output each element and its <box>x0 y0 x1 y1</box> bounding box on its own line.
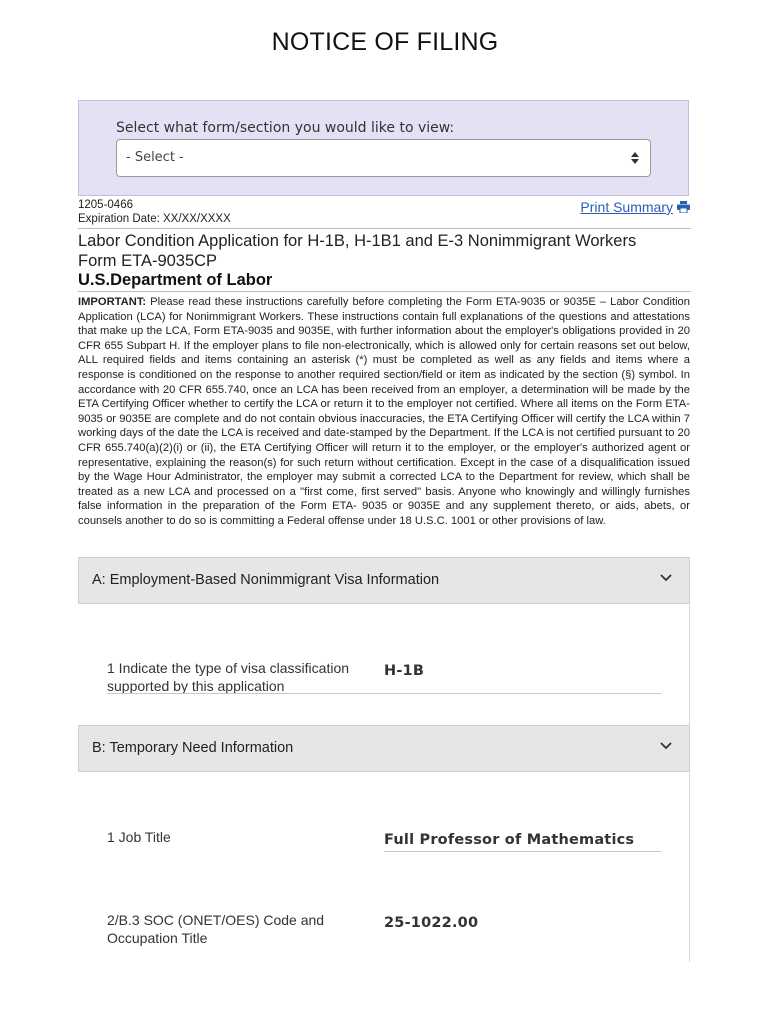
printer-icon <box>677 201 690 213</box>
soc-code-value: 25-1022.00 <box>384 915 479 931</box>
chevron-down-icon <box>660 742 672 750</box>
expiration-date: Expiration Date: XX/XX/XXXX <box>78 213 231 225</box>
omb-number: 1205-0466 <box>78 199 133 211</box>
form-title-line1: Labor Condition Application for H-1B, H-1B1 and E-3 Nonimmigrant Workers <box>78 232 637 250</box>
section-b-header[interactable] <box>78 725 690 772</box>
job-title-value: Full Professor of Mathematics <box>384 832 635 848</box>
sort-arrows-icon <box>630 151 640 165</box>
section-b-border <box>689 772 690 962</box>
department-name: U.S.Department of Labor <box>78 271 273 289</box>
section-b-title: B: Temporary Need Information <box>92 740 294 756</box>
section-a-border <box>689 604 690 725</box>
soc-code-label: 2/B.3 SOC (ONET/OES) Code and Occupation Title <box>107 912 325 946</box>
form-title <box>78 231 636 271</box>
instructions-lead: IMPORTANT: <box>78 296 147 308</box>
form-number: Form ETA-9035CP <box>78 252 218 270</box>
print-summary-label: Print Summary <box>580 199 673 215</box>
instructions-body: Please read these instructions carefully before completing the Form ETA-9035 or 9035E – Labor Condition Application (LCA) for Nonimmigrant Workers. These instructions contain full explanations of the questions and attestations that make up the LCA, Form ETA-9035 and 9035E, with further information about the employer's obligations provided in 20 CFR 655 Subpart H. If the employer plans to file non-electronically, which is allowed only for certain reasons set out below, ALL required fields and items containing an asterisk (*) must be completed as well as any fields and items where a response is conditioned on the response to another required section/field or item as indicated by the section (§) symbol. In accordance with 20 CFR 655.740, once an LCA has been received from an employer, a determination will be made by the ETA Certifying Officer whether to certify the LCA or return it to the employer not certified. Where all items on the Form ETA- 9035 or 9035E are complete and do not contain obvious inaccuracies, the ETA Certifying Officer will certify the LCA within 7 working days of the date the LCA is received and date-stamped by the Department. If the LCA is not certified pursuant to 20 CFR 655.740(a)(2)(i) or (ii), the ETA Certifying Officer will return it to the employer, or the employer's authorized agent or representative, explaining the reason(s) for such return without certification. Except in the case of a disqualification issued by the Wage Hour Administrator, the employer may submit a corrected LCA to the Department for review, which shall be treated as a new LCA and processed on a "first come, first served" basis. Anyone who knowingly and willingly furnishes false information in the preparation of the Form ETA- 9035 or 9035E and any supplement thereto, or aids, abets, or counsels another to do so is committing a Federal offense under 18 U.S.C. 1001 or other provisions of law. <box>78 296 690 527</box>
print-summary-link[interactable] <box>580 199 690 215</box>
section-a-header[interactable] <box>78 557 690 604</box>
section-select-dropdown[interactable] <box>116 139 651 177</box>
divider <box>78 228 691 229</box>
visa-classification-label: 1 Indicate the type of visa classification supported by this application <box>107 660 350 694</box>
section-selector-label: Select what form/section you would like to view: <box>116 120 455 136</box>
page-title: NOTICE OF FILING <box>271 28 499 56</box>
section-a-title: A: Employment-Based Nonimmigrant Visa Information <box>92 572 440 588</box>
chevron-down-icon <box>660 574 672 582</box>
visa-classification-value: H-1B <box>384 663 425 679</box>
section-selector-panel <box>78 100 689 196</box>
job-title-label: 1 Job Title <box>107 829 171 845</box>
instructions-text <box>78 295 690 529</box>
field-underline <box>384 851 661 852</box>
field-underline <box>107 693 661 694</box>
select-current-value: - Select - <box>126 150 184 165</box>
divider <box>78 291 691 292</box>
omb-info <box>78 198 231 226</box>
